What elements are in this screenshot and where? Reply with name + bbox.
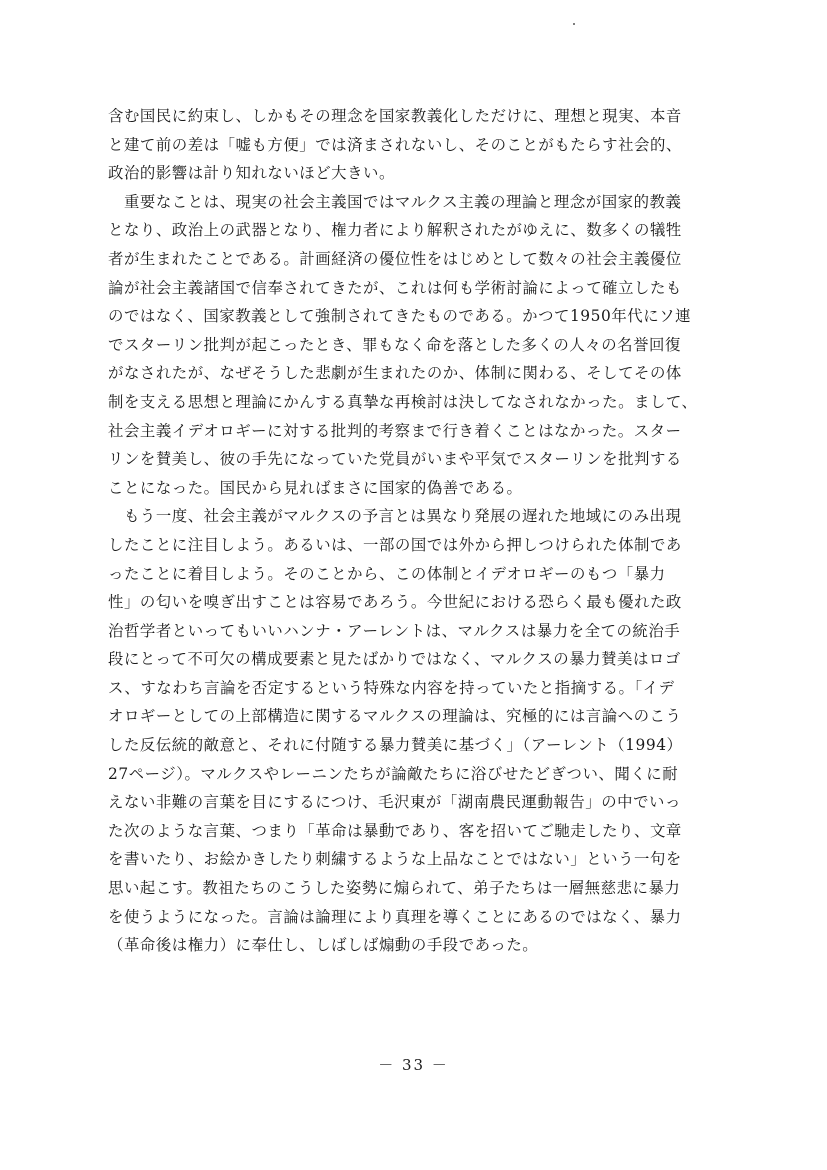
text-line: した反伝統的敵意と、それに付随する暴力賛美に基づく」（アーレント（1994）	[108, 736, 683, 755]
text-line: 制を支える思想と理論にかんする真摯な再検討は決してなされなかった。まして、	[108, 392, 698, 411]
text-line: 段にとって不可欠の構成要素と見たばかりではなく、マルクスの暴力賛美はロゴ	[108, 650, 681, 669]
text-line: 含む国民に約束し、しかもその理念を国家教義化しただけに、理想と現実、本音	[108, 107, 682, 125]
text-line: た次のような言葉、つまり「革命は暴動であり、客を招いてご馳走したり、文章	[108, 821, 682, 840]
text-line: でスターリン批判が起こったとき、罪もなく命を落とした多くの人々の名誉回復	[108, 335, 681, 354]
text-line: したことに注目しよう。あるいは、一部の国では外から押しつけられた体制であ	[108, 535, 682, 554]
text-line: ことになった。国民から見ればまさに国家的偽善である。	[108, 478, 523, 497]
text-line: オロギーとしての上部構造に関するマルクスの理論は、究極的には言論へのこう	[108, 707, 682, 726]
scan-artifact-dot	[573, 23, 575, 25]
text-line: えない非難の言葉を目にするにつけ、毛沢東が「湖南農民運動報告」の中でいっ	[108, 793, 681, 812]
text-line: 27ページ）。マルクスやレーニンたちが論敵たちに浴びせたどぎつい、聞くに耐	[108, 764, 679, 783]
body-text	[108, 102, 744, 960]
text-line: と建て前の差は「嘘も方便」では済まされないし、そのことがもたらす社会的、	[108, 135, 682, 154]
text-line: ったことに着目しよう。そのことから、この体制とイデオロギーのもつ「暴力	[108, 564, 666, 583]
text-line: 思い起こす。教祖たちのこうした姿勢に煽られて、弟子たちは一層無慈悲に暴力	[108, 879, 681, 898]
text-line: 治哲学者といってもいいハンナ・アーレントは、マルクスは暴力を全ての統治手	[108, 621, 681, 640]
text-line: もう一度、社会主義がマルクスの予言とは異なり発展の遅れた地域にのみ出現	[108, 507, 682, 526]
page-number: － 33 －	[378, 1056, 449, 1074]
text-line: 性」の匂いを嗅ぎ出すことは容易であろう。今世紀における恐らく最も優れた政	[108, 593, 682, 612]
text-line: 政治的影響は計り知れないほど大きい。	[108, 164, 395, 183]
text-line: 論が社会主義諸国で信奉されてきたが、これは何も学術討論によって確立したも	[108, 278, 682, 297]
text-line: 者が生まれたことである。計画経済の優位性をはじめとして数々の社会主義優位	[108, 249, 682, 268]
text-line: （革命後は権力）に奉仕し、しばしば煽動の手段であった。	[108, 936, 539, 955]
text-line: 社会主義イデオロギーに対する批判的考察まで行き着くことはなかった。スター	[108, 421, 682, 440]
text-line: を使うようになった。言論は論理により真理を導くことにあるのではなく、暴力	[108, 907, 682, 926]
text-line: となり、政治上の武器となり、権力者により解釈されたがゆえに、数多くの犠牲	[108, 221, 682, 240]
text-line: リンを賛美し、彼の手先になっていた党員がいまや平気でスターリンを批判する	[108, 450, 682, 469]
text-line: 重要なことは、現実の社会主義国ではマルクス主義の理論と理念が国家的教義	[108, 192, 682, 211]
text-line: のではなく、国家教義として強制されてきたものである。かつて1950年代にソ連	[108, 307, 692, 326]
text-line: を書いたり、お絵かきしたり刺繍するような上品なことではない」という一句を	[108, 850, 682, 869]
text-line: ス、すなわち言論を否定するという特殊な内容を持っていたと指摘する。「イデ	[108, 678, 675, 697]
text-line: がなされたが、なぜそうした悲劇が生まれたのか、体制に関わる、そしてその体	[108, 364, 682, 383]
